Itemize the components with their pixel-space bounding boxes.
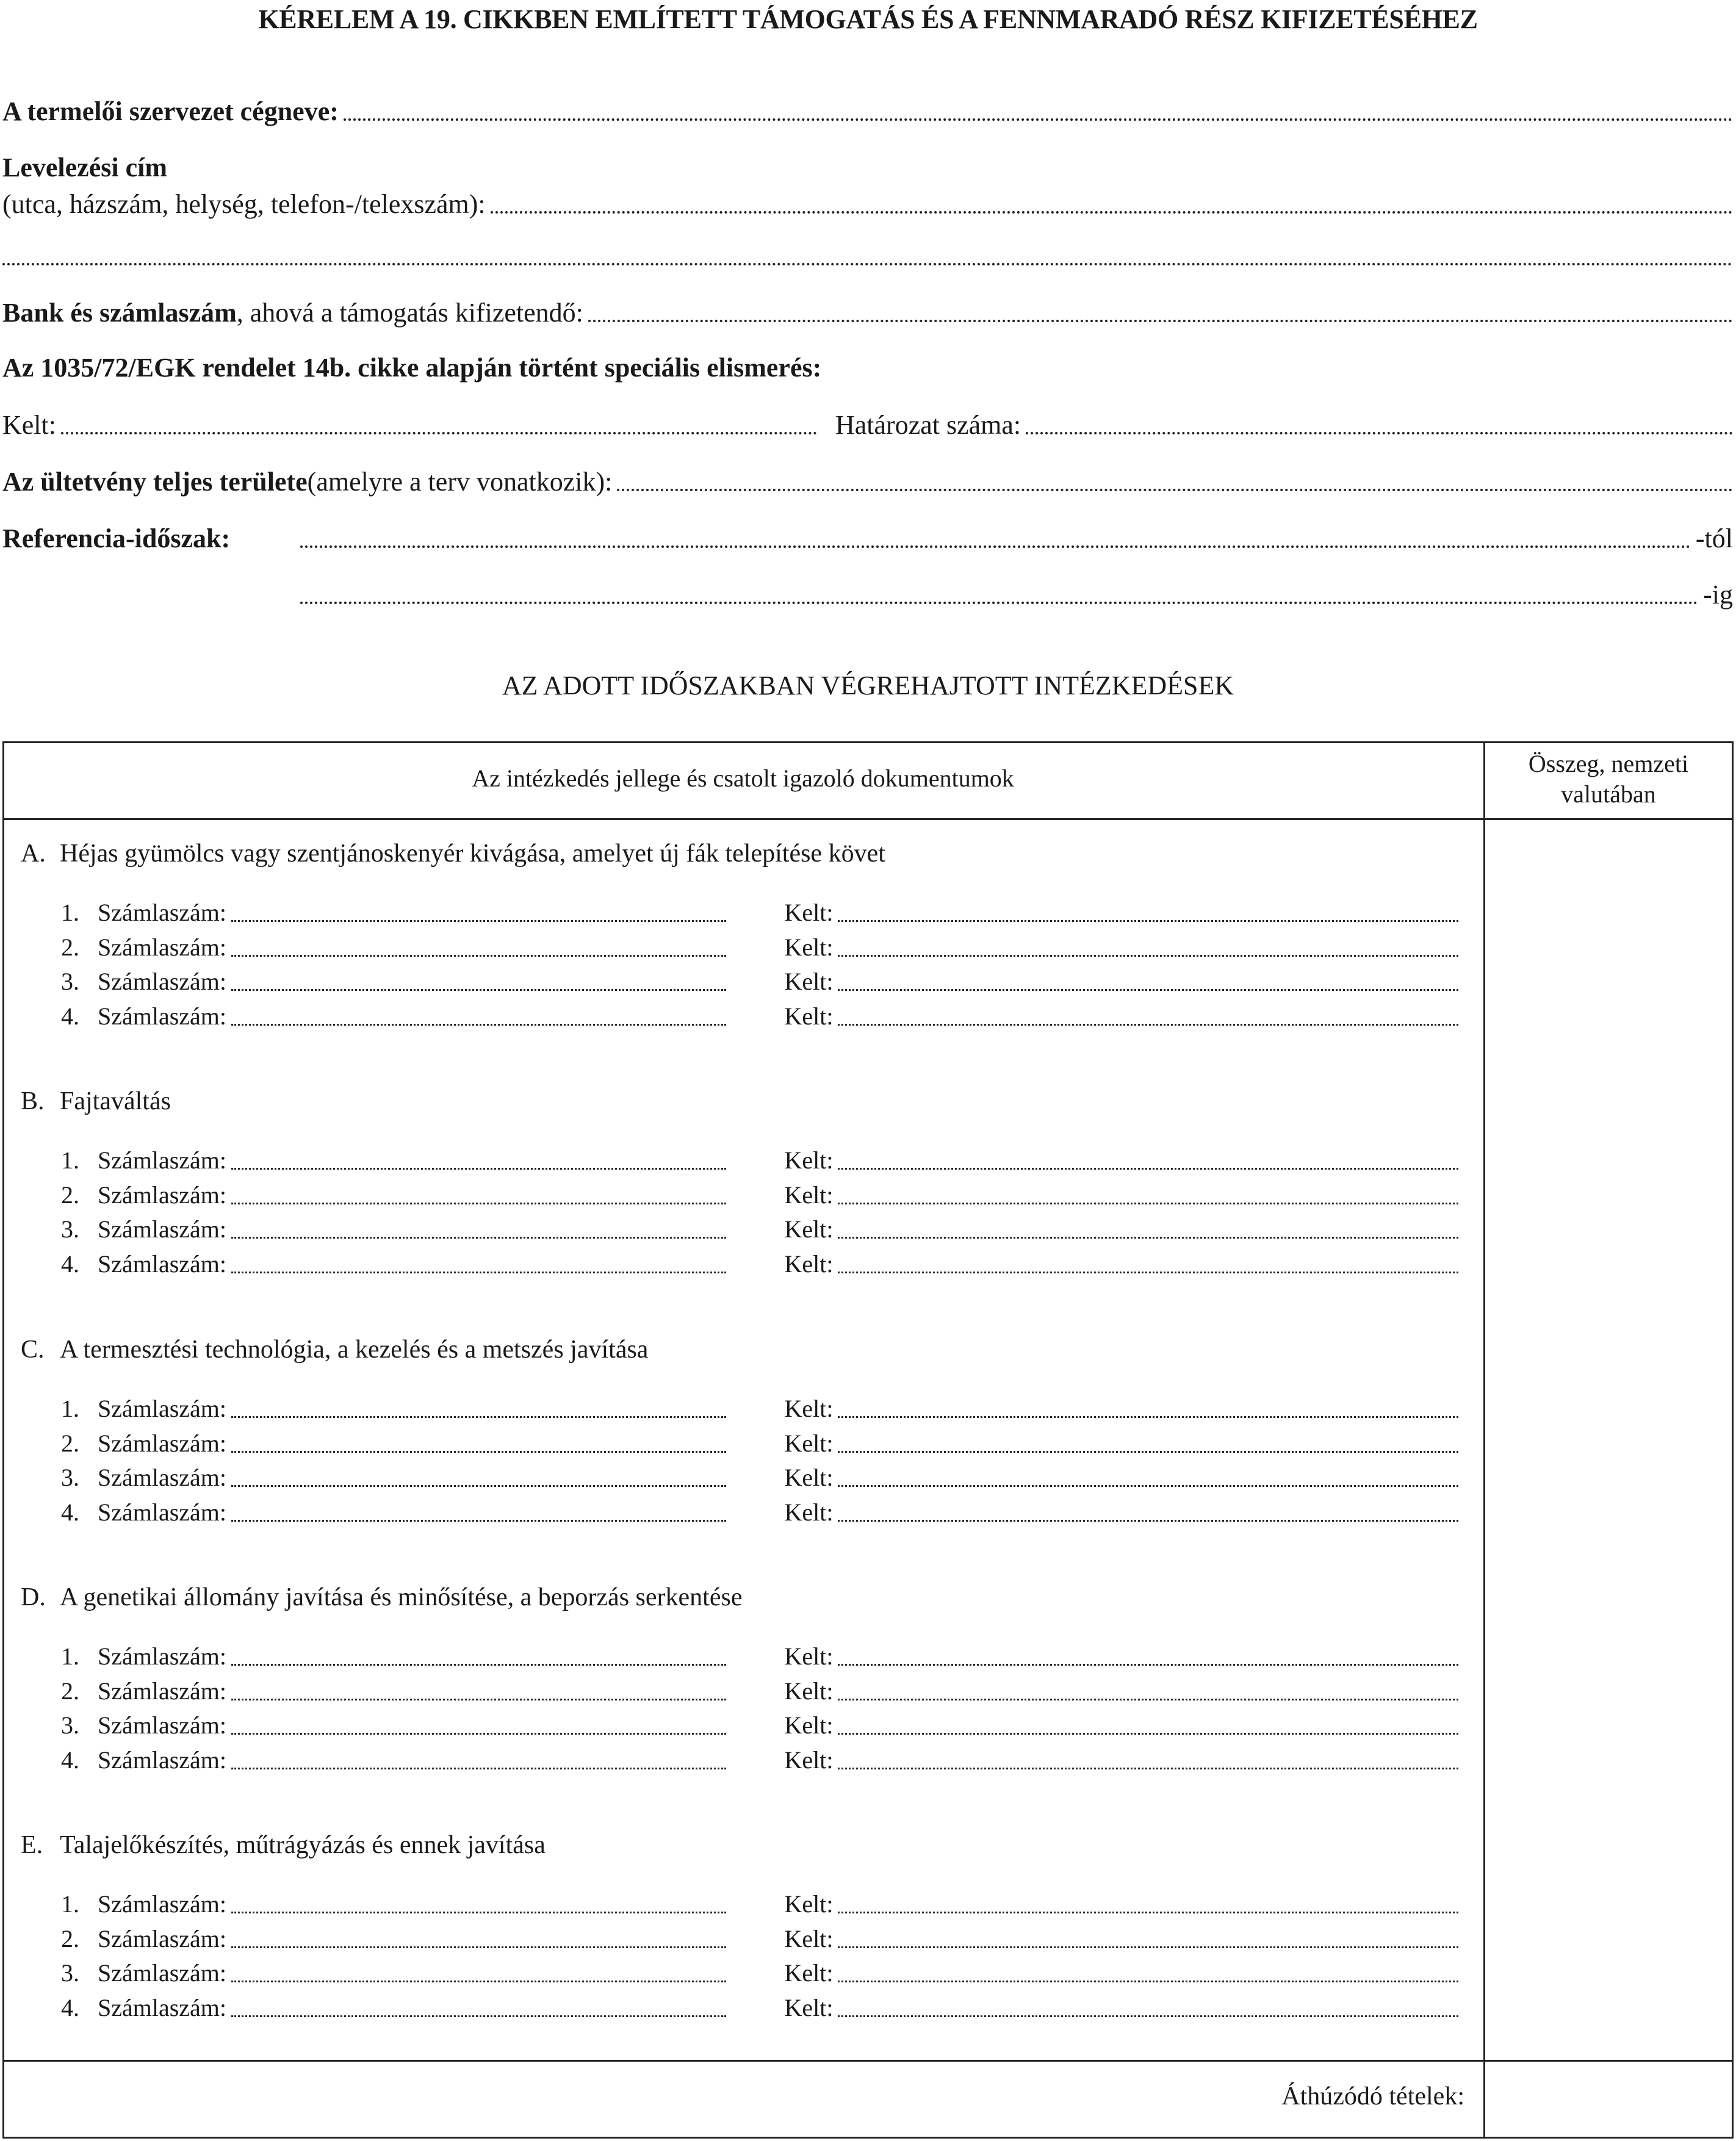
row-number: 2. bbox=[61, 934, 79, 961]
invoice-number-field[interactable] bbox=[98, 1711, 726, 1740]
decision-number-field[interactable] bbox=[835, 409, 1733, 441]
row-number: 2. bbox=[61, 1677, 79, 1705]
invoice-number-field[interactable] bbox=[98, 1002, 726, 1031]
area-label-rest: (amelyre a terv vonatkozik): bbox=[307, 467, 613, 497]
row-number: 2. bbox=[61, 1430, 79, 1457]
area-field[interactable] bbox=[2, 461, 1733, 497]
invoice-date-label: Kelt: bbox=[784, 1002, 834, 1030]
invoice-date-dots bbox=[838, 1664, 1458, 1666]
invoice-row bbox=[61, 1142, 1458, 1175]
invoice-number-dots bbox=[231, 1520, 726, 1522]
bank-label-rest: , ahová a támogatás kifizetendő: bbox=[236, 298, 583, 328]
row-number: 3. bbox=[61, 1215, 79, 1243]
invoice-number-label: Számlaszám: bbox=[97, 899, 227, 926]
recognition-date-dots bbox=[61, 432, 817, 434]
col2-header-line1: Összeg, nemzeti bbox=[1528, 750, 1689, 777]
invoice-row bbox=[61, 1459, 1458, 1492]
invoice-date-label: Kelt: bbox=[784, 1890, 834, 1918]
invoice-date-label: Kelt: bbox=[784, 899, 834, 926]
section-letter: D. bbox=[21, 1583, 46, 1611]
decision-number-dots bbox=[1026, 432, 1733, 434]
invoice-date-dots bbox=[838, 1203, 1458, 1204]
invoice-number-label: Számlaszám: bbox=[97, 1994, 227, 2021]
section-title-text: A genetikai állomány javítása és minősítése, a beporzás serkentése bbox=[60, 1583, 743, 1611]
invoice-date-field[interactable] bbox=[727, 933, 1459, 962]
recognition-heading bbox=[2, 347, 1733, 383]
invoice-number-label: Számlaszám: bbox=[97, 1146, 227, 1174]
invoice-date-dots bbox=[838, 1699, 1458, 1700]
invoice-date-dots bbox=[838, 955, 1458, 957]
invoice-date-label: Kelt: bbox=[784, 1395, 834, 1422]
invoice-row bbox=[61, 1707, 1458, 1740]
reference-from-dots bbox=[300, 545, 1691, 548]
invoice-date-field[interactable] bbox=[727, 1746, 1459, 1774]
invoice-number-field[interactable] bbox=[98, 898, 726, 927]
row-number: 2. bbox=[61, 1925, 79, 1952]
invoice-number-dots bbox=[231, 2015, 726, 2017]
section-title-4 bbox=[21, 1830, 546, 1860]
invoice-date-field[interactable] bbox=[727, 1463, 1459, 1492]
section-title-text: Talajelőkészítés, műtrágyázás és ennek javítása bbox=[60, 1831, 546, 1859]
invoice-number-dots bbox=[231, 1664, 726, 1666]
invoice-number-dots bbox=[231, 1416, 726, 1418]
area-label-bold: Az ültetvény teljes területe bbox=[2, 467, 308, 497]
invoice-row bbox=[61, 1885, 1458, 1918]
invoice-number-label: Számlaszám: bbox=[97, 968, 227, 995]
invoice-number-label: Számlaszám: bbox=[97, 1250, 227, 1278]
invoice-date-label: Kelt: bbox=[784, 1994, 834, 2021]
invoice-number-dots bbox=[231, 1451, 726, 1453]
invoice-number-dots bbox=[231, 989, 726, 991]
row-number: 4. bbox=[61, 1499, 79, 1526]
address-heading bbox=[2, 146, 1733, 183]
row-number: 4. bbox=[61, 1994, 79, 2021]
invoice-date-field[interactable] bbox=[727, 1642, 1459, 1671]
row-number: 3. bbox=[61, 968, 79, 995]
address-label: Levelezési cím bbox=[2, 153, 167, 182]
invoice-number-label: Számlaszám: bbox=[97, 1499, 227, 1526]
invoice-number-field[interactable] bbox=[98, 1250, 726, 1278]
invoice-date-label: Kelt: bbox=[784, 968, 834, 995]
invoice-date-field[interactable] bbox=[727, 1711, 1459, 1740]
reference-to-field[interactable] bbox=[2, 574, 1733, 610]
recognition-fields bbox=[2, 404, 1733, 441]
invoice-date-field[interactable] bbox=[727, 1215, 1459, 1243]
recognition-date-label: Kelt: bbox=[2, 410, 56, 440]
invoice-number-dots bbox=[231, 1946, 726, 1948]
invoice-date-dots bbox=[838, 2015, 1458, 2017]
area-dots bbox=[617, 489, 1733, 491]
invoice-number-field[interactable] bbox=[98, 1394, 726, 1423]
invoice-date-label: Kelt: bbox=[784, 1746, 834, 1774]
invoice-number-field[interactable] bbox=[98, 1146, 726, 1175]
invoice-row bbox=[61, 1920, 1458, 1953]
invoice-number-label: Számlaszám: bbox=[97, 1215, 227, 1243]
col1-header: Az intézkedés jellege és csatolt igazoló dokumentumok bbox=[472, 765, 1014, 792]
invoice-date-label: Kelt: bbox=[784, 1677, 834, 1705]
invoice-date-field[interactable] bbox=[727, 1890, 1459, 1918]
invoice-row bbox=[61, 1494, 1458, 1527]
measures-heading: AZ ADOTT IDŐSZAKBAN VÉGREHAJTOTT INTÉZKEDÉSEK bbox=[502, 671, 1234, 700]
section-title-text: Héjas gyümölcs vagy szentjánoskenyér kivágása, amelyet új fák telepítése követ bbox=[60, 840, 885, 868]
invoice-number-field[interactable] bbox=[98, 1498, 726, 1527]
address-dots bbox=[491, 211, 1733, 214]
invoice-number-label: Számlaszám: bbox=[97, 1181, 227, 1209]
reference-to-dots bbox=[300, 602, 1698, 604]
carry-over-label: Áthúzódó tételek: bbox=[1281, 2082, 1464, 2110]
invoice-number-field[interactable] bbox=[98, 1642, 726, 1671]
invoice-number-label: Számlaszám: bbox=[97, 1395, 227, 1422]
invoice-date-field[interactable] bbox=[727, 1498, 1459, 1527]
invoice-date-label: Kelt: bbox=[784, 1925, 834, 1952]
invoice-date-field[interactable] bbox=[727, 1250, 1459, 1278]
producer-name-field[interactable] bbox=[2, 90, 1733, 127]
row-number: 1. bbox=[61, 1890, 79, 1918]
invoice-date-label: Kelt: bbox=[784, 934, 834, 961]
reference-label: Referencia-időszak: bbox=[2, 524, 231, 553]
invoice-number-label: Számlaszám: bbox=[97, 1959, 227, 1987]
section-title-0 bbox=[21, 839, 885, 868]
invoice-date-dots bbox=[838, 1451, 1458, 1453]
bank-label-bold: Bank és számlaszám bbox=[2, 298, 237, 328]
row-number: 2. bbox=[61, 1181, 79, 1209]
row-number: 4. bbox=[61, 1746, 79, 1774]
invoice-number-field[interactable] bbox=[98, 1677, 726, 1705]
section-title-3 bbox=[21, 1583, 742, 1612]
invoice-number-field[interactable] bbox=[98, 1181, 726, 1209]
producer-name-label: A termelői szervezet cégneve: bbox=[2, 96, 339, 126]
invoice-date-field[interactable] bbox=[727, 898, 1459, 927]
page-title: KÉRELEM A 19. CIKKBEN EMLÍTETT TÁMOGATÁS ÉS A FENNMARADÓ RÉSZ KIFIZETÉSÉHEZ bbox=[258, 4, 1478, 34]
row-number: 1. bbox=[61, 899, 79, 926]
invoice-date-dots bbox=[838, 1912, 1458, 1913]
invoice-date-label: Kelt: bbox=[784, 1643, 834, 1670]
invoice-number-dots bbox=[231, 920, 726, 922]
invoice-number-field[interactable] bbox=[98, 1215, 726, 1243]
bank-dots bbox=[588, 320, 1733, 322]
invoice-number-label: Számlaszám: bbox=[97, 934, 227, 961]
invoice-date-dots bbox=[838, 920, 1458, 922]
invoice-date-dots bbox=[838, 1024, 1458, 1026]
invoice-number-dots bbox=[231, 1203, 726, 1204]
reference-from-field[interactable] bbox=[2, 517, 1733, 554]
invoice-number-label: Számlaszám: bbox=[97, 1002, 227, 1030]
invoice-date-field[interactable] bbox=[727, 1181, 1459, 1209]
section-title-1 bbox=[21, 1087, 171, 1116]
invoice-row bbox=[61, 1954, 1458, 1987]
invoice-row bbox=[61, 1989, 1458, 2022]
recognition-label: Az 1035/72/EGK rendelet 14b. cikke alapján történt speciális elismerés: bbox=[2, 353, 822, 383]
invoice-date-label: Kelt: bbox=[784, 1499, 834, 1526]
invoice-number-label: Számlaszám: bbox=[97, 1890, 227, 1918]
invoice-row bbox=[61, 894, 1458, 927]
invoice-number-label: Számlaszám: bbox=[97, 1430, 227, 1457]
decision-number-label: Határozat száma: bbox=[835, 410, 1021, 440]
invoice-date-dots bbox=[838, 1520, 1458, 1522]
invoice-number-field[interactable] bbox=[98, 967, 726, 996]
invoice-date-dots bbox=[838, 1981, 1458, 1982]
row-number: 4. bbox=[61, 1002, 79, 1030]
invoice-date-field[interactable] bbox=[727, 1429, 1459, 1458]
invoice-number-dots bbox=[231, 1768, 726, 1769]
producer-name-dots bbox=[344, 118, 1733, 121]
invoice-number-field[interactable] bbox=[98, 1890, 726, 1918]
column-divider bbox=[1483, 741, 1485, 2139]
address-sub-label: (utca, házszám, helység, telefon-/telexszám): bbox=[2, 189, 486, 219]
invoice-row bbox=[61, 1176, 1458, 1209]
invoice-date-field[interactable] bbox=[727, 1993, 1459, 2022]
invoice-date-label: Kelt: bbox=[784, 1146, 834, 1174]
footer-divider bbox=[2, 2060, 1734, 2062]
bank-field[interactable] bbox=[2, 292, 1733, 328]
address-dots-2 bbox=[2, 263, 1733, 265]
invoice-date-field[interactable] bbox=[727, 1146, 1459, 1175]
invoice-date-label: Kelt: bbox=[784, 1711, 834, 1739]
invoice-number-label: Számlaszám: bbox=[97, 1464, 227, 1491]
invoice-date-label: Kelt: bbox=[784, 1250, 834, 1278]
invoice-number-field[interactable] bbox=[98, 1959, 726, 1987]
invoice-date-dots bbox=[838, 1485, 1458, 1487]
invoice-number-field[interactable] bbox=[98, 1924, 726, 1953]
row-number: 3. bbox=[61, 1464, 79, 1491]
section-letter: A. bbox=[21, 840, 46, 868]
invoice-date-field[interactable] bbox=[727, 1924, 1459, 1953]
invoice-number-label: Számlaszám: bbox=[97, 1677, 227, 1705]
invoice-row bbox=[61, 929, 1458, 962]
invoice-number-field[interactable] bbox=[98, 1429, 726, 1458]
invoice-date-label: Kelt: bbox=[784, 1464, 834, 1491]
invoice-number-field[interactable] bbox=[98, 1463, 726, 1492]
invoice-number-dots bbox=[231, 1024, 726, 1026]
invoice-date-label: Kelt: bbox=[784, 1181, 834, 1209]
invoice-row bbox=[61, 1425, 1458, 1458]
recognition-date-field[interactable] bbox=[2, 409, 817, 441]
invoice-date-dots bbox=[838, 1733, 1458, 1735]
header-divider bbox=[2, 818, 1734, 820]
section-letter: E. bbox=[21, 1831, 43, 1859]
invoice-date-dots bbox=[838, 989, 1458, 991]
address-field[interactable] bbox=[2, 183, 1733, 220]
invoice-row bbox=[61, 1211, 1458, 1243]
invoice-date-field[interactable] bbox=[727, 967, 1459, 996]
invoice-row bbox=[61, 963, 1458, 996]
invoice-number-label: Számlaszám: bbox=[97, 1925, 227, 1952]
invoice-date-field[interactable] bbox=[727, 1677, 1459, 1705]
invoice-number-dots bbox=[231, 1912, 726, 1913]
invoice-date-field[interactable] bbox=[727, 1002, 1459, 1031]
row-number: 4. bbox=[61, 1250, 79, 1278]
invoice-row bbox=[61, 1741, 1458, 1774]
invoice-row bbox=[61, 1672, 1458, 1705]
invoice-date-dots bbox=[838, 1416, 1458, 1418]
invoice-number-dots bbox=[231, 1699, 726, 1700]
invoice-number-dots bbox=[231, 955, 726, 957]
invoice-date-label: Kelt: bbox=[784, 1215, 834, 1243]
invoice-date-label: Kelt: bbox=[784, 1959, 834, 1987]
invoice-row bbox=[61, 1245, 1458, 1278]
address-field-line2[interactable] bbox=[2, 235, 1733, 272]
section-title-text: Fajtaváltás bbox=[60, 1087, 171, 1115]
col2-header-line2: valutában bbox=[1561, 780, 1656, 808]
invoice-date-dots bbox=[838, 1168, 1458, 1170]
invoice-number-dots bbox=[231, 1981, 726, 1982]
row-number: 3. bbox=[61, 1711, 79, 1739]
invoice-date-dots bbox=[838, 1272, 1458, 1273]
invoice-number-dots bbox=[231, 1272, 726, 1273]
invoice-date-field[interactable] bbox=[727, 1394, 1459, 1423]
invoice-row bbox=[61, 1638, 1458, 1671]
invoice-date-dots bbox=[838, 1237, 1458, 1239]
invoice-number-dots bbox=[231, 1168, 726, 1170]
section-letter: B. bbox=[21, 1087, 45, 1115]
invoice-number-dots bbox=[231, 1733, 726, 1735]
row-number: 1. bbox=[61, 1395, 79, 1422]
invoice-date-label: Kelt: bbox=[784, 1430, 834, 1457]
invoice-number-dots bbox=[231, 1485, 726, 1487]
invoice-date-dots bbox=[838, 1946, 1458, 1948]
invoice-row bbox=[61, 998, 1458, 1031]
invoice-date-dots bbox=[838, 1768, 1458, 1769]
section-title-2 bbox=[21, 1335, 648, 1364]
invoice-number-dots bbox=[231, 1237, 726, 1239]
invoice-number-label: Számlaszám: bbox=[97, 1711, 227, 1739]
invoice-number-field[interactable] bbox=[98, 1993, 726, 2022]
reference-to-suffix: -ig bbox=[1703, 580, 1733, 610]
invoice-date-field[interactable] bbox=[727, 1959, 1459, 1987]
row-number: 1. bbox=[61, 1146, 79, 1174]
row-number: 3. bbox=[61, 1959, 79, 1987]
invoice-number-field[interactable] bbox=[98, 933, 726, 962]
invoice-row bbox=[61, 1390, 1458, 1423]
section-title-text: A termesztési technológia, a kezelés és a metszés javítása bbox=[60, 1336, 649, 1364]
invoice-number-label: Számlaszám: bbox=[97, 1746, 227, 1774]
invoice-number-label: Számlaszám: bbox=[97, 1643, 227, 1670]
row-number: 1. bbox=[61, 1643, 79, 1670]
invoice-number-field[interactable] bbox=[98, 1746, 726, 1774]
reference-from-suffix: -tól bbox=[1695, 524, 1733, 553]
section-letter: C. bbox=[21, 1336, 45, 1364]
